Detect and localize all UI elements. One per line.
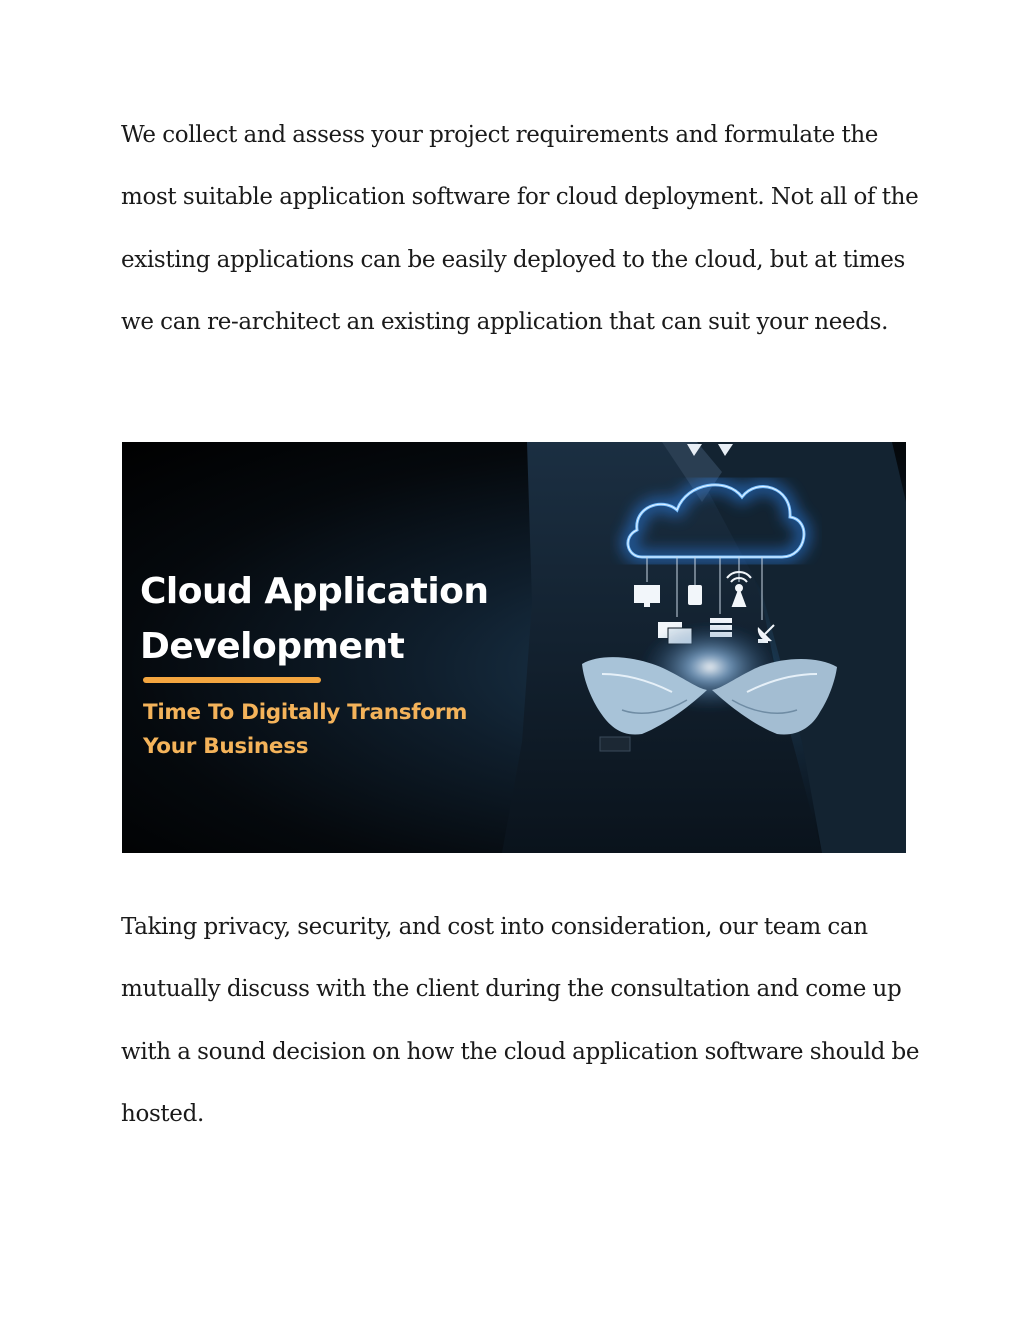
banner-accent-rule bbox=[143, 677, 321, 683]
intro-line: existing applications can be easily deployed to the cloud, but at times bbox=[121, 246, 905, 273]
banner-title-line: Development bbox=[140, 626, 405, 667]
closing-line: Taking privacy, security, and cost into consideration, our team can bbox=[121, 914, 868, 940]
banner-title-line: Cloud Application bbox=[140, 571, 489, 612]
intro-line: we can re-architect an existing application that can suit your needs. bbox=[121, 308, 889, 335]
closing-line: hosted. bbox=[121, 1100, 204, 1127]
banner-subtitle-line: Your Business bbox=[143, 734, 309, 759]
closing-line: mutually discuss with the client during the consultation and come up bbox=[121, 976, 902, 1003]
intro-line: most suitable application software for cloud deployment. Not all of the bbox=[121, 184, 919, 211]
intro-paragraph bbox=[121, 104, 921, 353]
cloud-application-banner-image bbox=[122, 442, 906, 853]
banner-subtitle-line: Time To Digitally Transform bbox=[143, 700, 468, 725]
intro-line: We collect and assess your project requirements and formulate the bbox=[121, 122, 879, 148]
banner-title bbox=[140, 564, 489, 674]
closing-paragraph bbox=[121, 896, 921, 1145]
banner-subtitle bbox=[143, 696, 467, 764]
tablet-icon bbox=[688, 585, 702, 605]
closing-line: with a sound decision on how the cloud application software should be bbox=[121, 1038, 920, 1065]
